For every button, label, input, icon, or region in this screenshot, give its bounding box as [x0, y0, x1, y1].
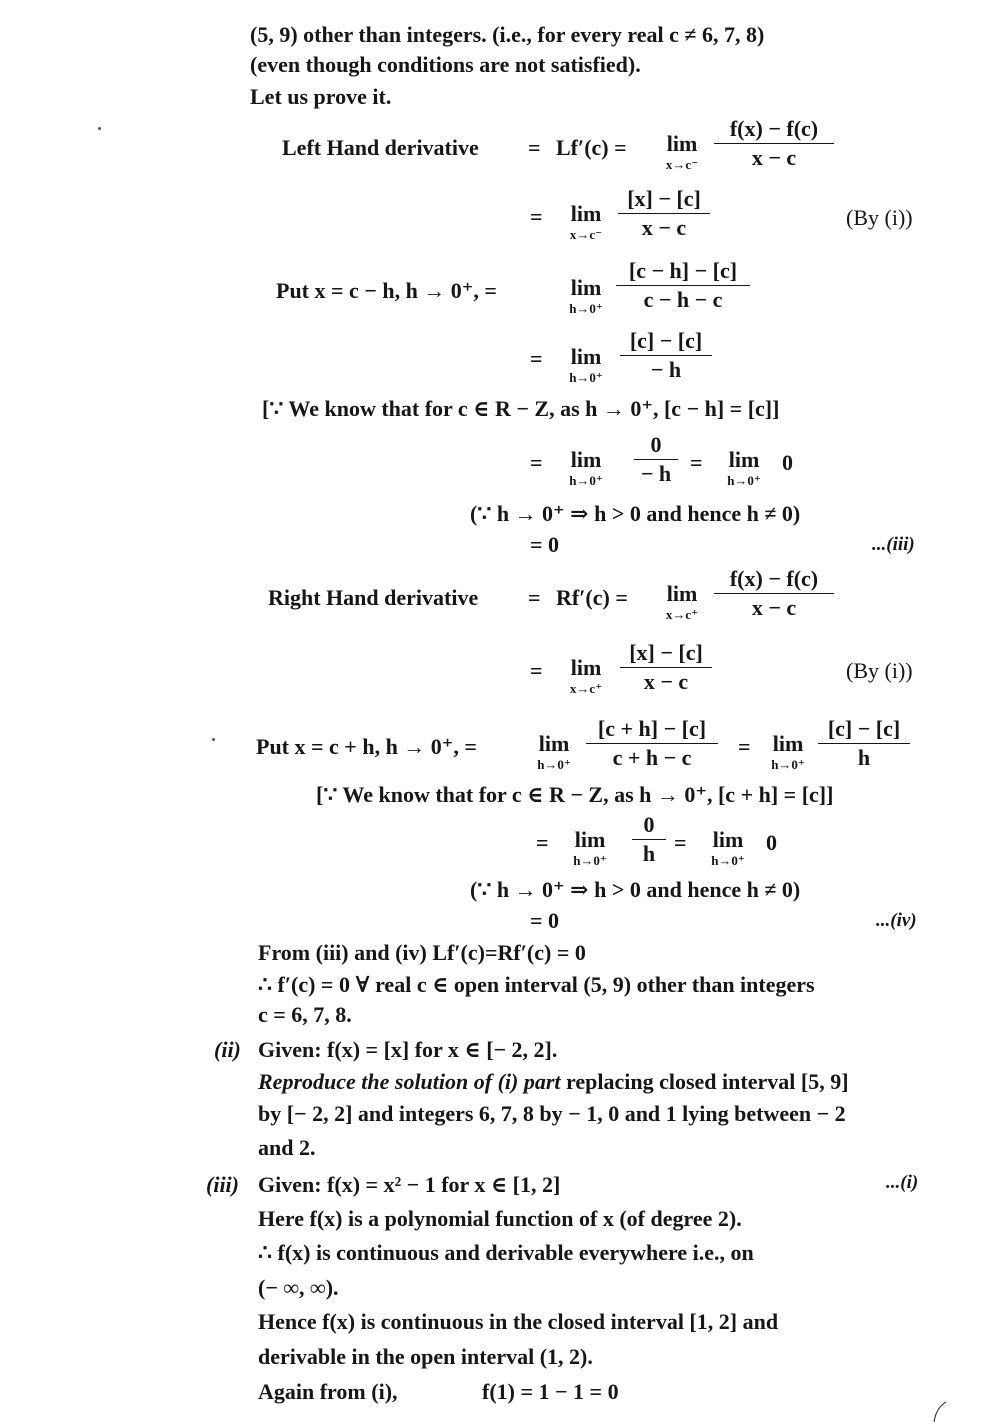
- rhd-eq-3: =: [738, 734, 751, 759]
- rhd-since-note: (∵ h → 0⁺ ⇒ h > 0 and hence h ≠ 0): [470, 877, 801, 902]
- rhd-result: = 0: [530, 908, 560, 933]
- rhd-lim-4: lim h→0⁺: [771, 731, 805, 772]
- lhd-eq-2: =: [530, 204, 543, 229]
- lhd-eq-5: =: [530, 450, 543, 475]
- intro-line-1: (5, 9) other than integers. (i.e., for every real c ≠ 6, 7, 8): [250, 22, 765, 47]
- lhd-zero: 0: [782, 450, 793, 475]
- lhd-lim-1: lim x→c⁻: [665, 131, 699, 172]
- lhd-by-i: (By (i)): [846, 205, 913, 230]
- part-ii-line-2: by [− 2, 2] and integers 6, 7, 8 by − 1, 0 and 1 lying between − 2: [258, 1101, 846, 1126]
- part-iii-line-3: (− ∞, ∞).: [258, 1275, 339, 1300]
- lhd-fraction-3: $\frac{[c - h] - [c]}{c - h - c}$: [616, 258, 750, 314]
- lhd-fraction-2: $\frac{[x] - [c]}{x - c}$: [618, 186, 710, 242]
- conclusion-line-3: c = 6, 7, 8.: [258, 1002, 352, 1027]
- rhd-substitution: Put x = c + h, h → 0⁺, =: [256, 734, 477, 759]
- lhd-fraction-4: $\frac{[c] - [c]}{- h}$: [620, 328, 712, 384]
- scan-speck: [98, 127, 101, 130]
- lhd-lim-6: lim h→0⁺: [727, 447, 761, 488]
- part-ii-line-3: and 2.: [258, 1135, 316, 1160]
- intro-line-2: (even though conditions are not satisfied).: [250, 52, 641, 77]
- part-iii-line-6b: f(1) = 1 − 1 = 0: [482, 1379, 619, 1404]
- rhd-because-note: [∵ We know that for c ∈ R − Z, as h → 0⁺, [c + h] = [c]]: [316, 782, 834, 807]
- part-ii-given: Given: f(x) = [x] for x ∈ [− 2, 2].: [258, 1037, 558, 1062]
- part-iii-tag: ...(i): [886, 1172, 919, 1193]
- part-ii-line-1-italic: Reproduce the solution of (i) part: [258, 1069, 561, 1094]
- rhd-label: Right Hand derivative: [268, 585, 479, 610]
- conclusion-line-2: ∴ f′(c) = 0 ∀ real c ∈ open interval (5, 9) other than integers: [258, 972, 815, 997]
- part-iii-line-4: Hence f(x) is continuous in the closed interval [1, 2] and: [258, 1309, 779, 1334]
- rhd-fraction-4: $\frac{[c] - [c]}{h}$: [818, 716, 910, 772]
- rhd-eq-5: =: [536, 830, 549, 855]
- lhd-since-note: (∵ h → 0⁺ ⇒ h > 0 and hence h ≠ 0): [470, 501, 801, 526]
- rhd-lim-6: lim h→0⁺: [711, 827, 745, 868]
- conclusion-line-1: From (iii) and (iv) Lf′(c)=Rf′(c) = 0: [258, 940, 586, 965]
- lhd-result: = 0: [530, 532, 560, 557]
- part-iii-line-1: Here f(x) is a polynomial function of x (of degree 2).: [258, 1206, 742, 1231]
- lhd-tag: ...(iii): [872, 534, 915, 555]
- lhd-lf: Lf′(c) =: [556, 135, 627, 160]
- scan-speck: [212, 738, 215, 741]
- lhd-fraction-1: $\frac{f(x) - f(c)}{x - c}$: [714, 116, 834, 172]
- lhd-because-note: [∵ We know that for c ∈ R − Z, as h → 0⁺, [c − h] = [c]]: [262, 396, 780, 421]
- rhd-fraction-5: $\frac{0}{h}$: [632, 812, 666, 868]
- pencil-mark-icon: [930, 1400, 952, 1424]
- part-ii-label: (ii): [214, 1037, 241, 1062]
- rhd-eq: =: [528, 585, 541, 610]
- lhd-fraction-5: $\frac{0}{- h}$: [634, 432, 678, 488]
- lhd-eq-4: =: [530, 346, 543, 371]
- lhd-label: Left Hand derivative: [282, 135, 479, 160]
- part-iii-line-6a: Again from (i),: [258, 1379, 398, 1404]
- part-iii-label: (iii): [206, 1172, 239, 1197]
- rhd-lim-2: lim x→c⁺: [569, 655, 603, 696]
- lhd-eq: =: [528, 135, 541, 160]
- rhd-rf: Rf′(c) =: [556, 585, 628, 610]
- rhd-lim-3: lim h→0⁺: [537, 731, 571, 772]
- lhd-lim-2: lim x→c⁻: [569, 201, 603, 242]
- part-ii-line-1: [258, 1069, 849, 1095]
- rhd-by-i: (By (i)): [846, 658, 913, 683]
- part-iii-line-2: ∴ f(x) is continuous and derivable everywhere i.e., on: [258, 1240, 754, 1265]
- lhd-lim-3: lim h→0⁺: [569, 275, 603, 316]
- rhd-fraction-3: $\frac{[c + h] - [c]}{c + h - c}$: [586, 716, 718, 772]
- lhd-lim-5: lim h→0⁺: [569, 447, 603, 488]
- lhd-substitution: Put x = c − h, h → 0⁺, =: [276, 278, 497, 303]
- rhd-eq-2: =: [530, 658, 543, 683]
- rhd-fraction-1: $\frac{f(x) - f(c)}{x - c}$: [714, 566, 834, 622]
- part-ii-line-1-rest: replacing closed interval [5, 9]: [560, 1069, 849, 1094]
- lhd-lim-4: lim h→0⁺: [569, 344, 603, 385]
- rhd-lim-1: lim x→c⁺: [665, 581, 699, 622]
- rhd-lim-5: lim h→0⁺: [573, 827, 607, 868]
- rhd-tag: ...(iv): [876, 910, 917, 931]
- part-iii-line-5: derivable in the open interval (1, 2).: [258, 1344, 593, 1369]
- rhd-eq-6: =: [674, 830, 687, 855]
- lhd-eq-6: =: [690, 450, 703, 475]
- part-iii-given: Given: f(x) = x² − 1 for x ∈ [1, 2]: [258, 1172, 561, 1197]
- intro-line-3: Let us prove it.: [250, 84, 392, 109]
- rhd-fraction-2: $\frac{[x] - [c]}{x - c}$: [620, 640, 712, 696]
- rhd-zero: 0: [766, 830, 777, 855]
